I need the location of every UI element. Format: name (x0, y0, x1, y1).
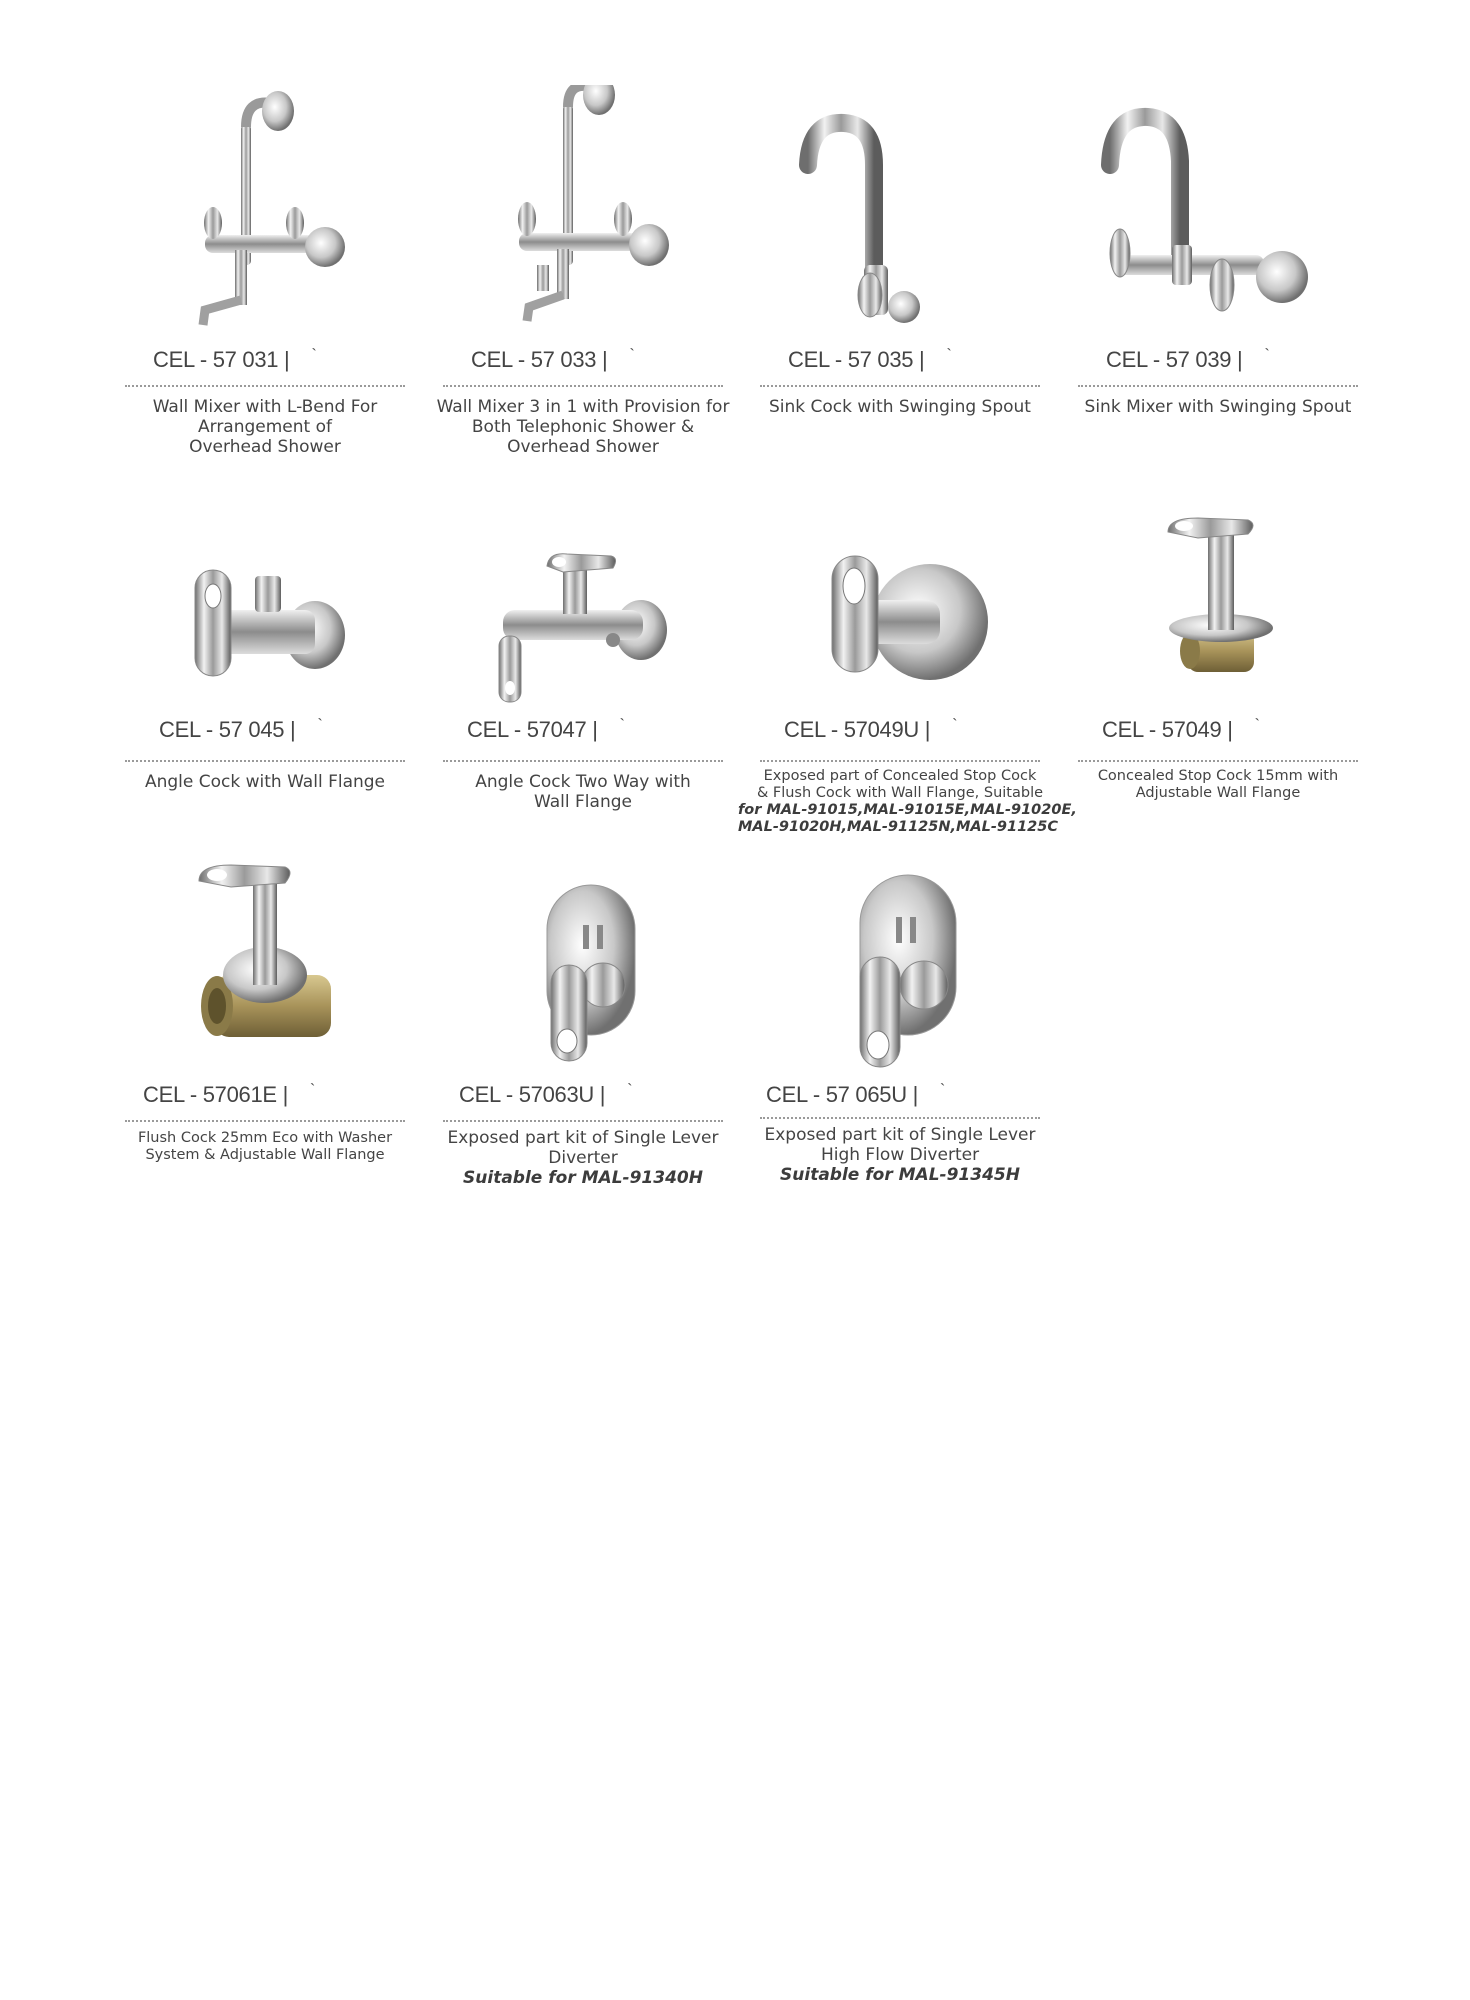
product-card (125, 825, 405, 1225)
divider (443, 1120, 723, 1122)
product-card (125, 85, 405, 485)
product-card (760, 825, 1040, 1225)
product-code: CEL - 57 033 | ` (471, 347, 635, 372)
product-card (760, 85, 1040, 485)
product-description: Sink Mixer with Swinging Spout (1084, 397, 1352, 417)
product-card (1078, 85, 1358, 485)
product-code: CEL - 57063U | ` (459, 1082, 633, 1107)
angle-cock-wall-flange-image (145, 460, 385, 710)
product-description: Exposed part kit of Single Lever High Flow Diverter Suitable for MAL-91345H (750, 1125, 1050, 1185)
wall-mixer-l-bend-image (145, 85, 385, 335)
product-code: CEL - 57047 | ` (467, 717, 625, 742)
divider (1078, 760, 1358, 762)
divider (760, 385, 1040, 387)
product-description: Flush Cock 25mm Eco with Washer System & Adjustable Wall Flange (137, 1130, 393, 1163)
product-description: Sink Cock with Swinging Spout (769, 397, 1031, 417)
product-card (125, 460, 405, 860)
product-code: CEL - 57 035 | ` (788, 347, 952, 372)
product-description: Angle Cock with Wall Flange (144, 772, 386, 792)
flush-cock-25mm-image (145, 825, 385, 1075)
product-code: CEL - 57061E | ` (143, 1082, 316, 1107)
product-card (436, 85, 730, 485)
product-code: CEL - 57 031 | ` (153, 347, 317, 372)
product-description: Exposed part of Concealed Stop Cock & Flush Cock with Wall Flange, Suitable for MAL-91015,MAL-91015E,MAL-91020E, MAL-91020H,MAL-91125N,MAL-91125C (750, 768, 1050, 836)
product-card (738, 460, 1077, 860)
compatibility-note: MAL-91020H,MAL-91125N,MAL-91125C (738, 819, 1058, 835)
single-lever-diverter-kit-image (463, 825, 703, 1075)
product-description: Wall Mixer with L-Bend For Arrangement of Overhead Shower (152, 397, 378, 457)
product-card (443, 825, 723, 1225)
angle-cock-two-way-image (463, 460, 703, 710)
compatibility-note: Suitable for MAL-91340H (463, 1168, 703, 1188)
product-description: Concealed Stop Cock 15mm with Adjustable Wall Flange (1097, 768, 1339, 801)
divider (760, 760, 1040, 762)
compatibility-note: Suitable for MAL-91345H (780, 1165, 1020, 1185)
divider (1078, 385, 1358, 387)
divider (125, 385, 405, 387)
concealed-stop-cock-exposed-part-image (780, 460, 1020, 710)
product-code: CEL - 57 065U | ` (766, 1082, 946, 1107)
wall-mixer-3-in-1-image (463, 85, 703, 335)
product-code: CEL - 57049 | ` (1102, 717, 1260, 742)
high-flow-diverter-kit-image (780, 825, 1020, 1075)
product-description: Angle Cock Two Way with Wall Flange (475, 772, 691, 812)
product-code: CEL - 57 039 | ` (1106, 347, 1270, 372)
concealed-stop-cock-15mm-image (1098, 460, 1338, 710)
sink-mixer-swinging-spout-image (1098, 85, 1338, 335)
divider (125, 1120, 405, 1122)
divider (760, 1117, 1040, 1119)
product-description: Wall Mixer 3 in 1 with Provision for Both Telephonic Shower & Overhead Shower (436, 397, 730, 457)
product-code: CEL - 57049U | ` (784, 717, 958, 742)
divider (125, 760, 405, 762)
product-card (1078, 460, 1358, 860)
product-code: CEL - 57 045 | ` (159, 717, 323, 742)
product-description: Exposed part kit of Single Lever Diverter Suitable for MAL-91340H (433, 1128, 733, 1188)
divider (443, 760, 723, 762)
compatibility-note: for MAL-91015,MAL-91015E,MAL-91020E, (738, 802, 1077, 818)
sink-cock-swinging-spout-image (780, 85, 1020, 335)
divider (443, 385, 723, 387)
product-card (443, 460, 723, 860)
